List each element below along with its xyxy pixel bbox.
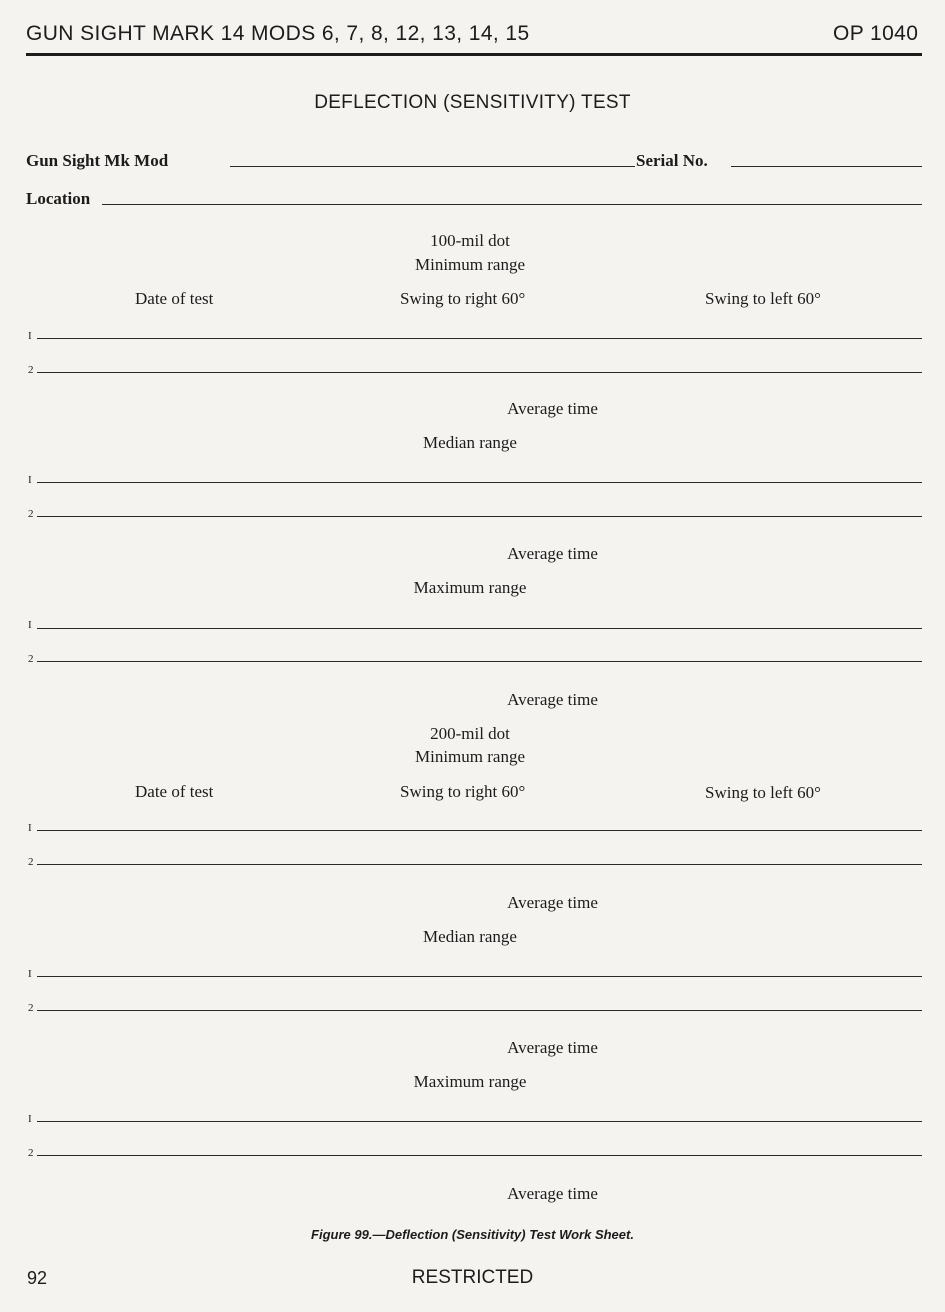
classification-footer: RESTRICTED [411,1267,534,1288]
row-label: 2 [28,1147,34,1159]
entry-line[interactable] [37,516,922,517]
dot-size-heading: 200-mil dot [430,724,510,743]
entry-line[interactable] [37,1155,922,1156]
row-label: I [28,1113,32,1125]
range-heading: Minimum range [414,255,525,274]
gun-sight-input-line[interactable] [230,166,635,167]
row-label: 2 [28,856,34,868]
column-swing-left: Swing to left 60° [705,783,821,802]
dot-size-heading: 100-mil dot [430,231,510,250]
range-heading: Minimum range [414,747,525,766]
entry-line[interactable] [37,1121,922,1122]
column-swing-right: Swing to right 60° [400,782,526,801]
row-label: 2 [28,1002,34,1014]
running-header-title: GUN SIGHT MARK 14 MODS 6, 7, 8, 12, 13, 14, 15 [26,22,530,45]
column-date-of-test: Date of test [135,782,214,801]
average-time-label: Average time [507,1184,598,1203]
entry-line[interactable] [37,338,922,339]
column-date-of-test: Date of test [135,289,214,308]
row-label: 2 [28,653,34,665]
row-label: I [28,619,32,631]
entry-line[interactable] [37,830,922,831]
gun-sight-label: Gun Sight Mk Mod [26,151,169,170]
column-swing-left: Swing to left 60° [705,289,821,308]
row-label: I [28,330,32,342]
row-label: 2 [28,508,34,520]
serial-label: Serial No. [636,151,708,170]
location-label: Location [26,189,91,208]
row-label: 2 [28,364,34,376]
row-label: I [28,968,32,980]
entry-line[interactable] [37,1010,922,1011]
range-heading: Maximum range [413,1072,527,1091]
average-time-label: Average time [507,690,598,709]
entry-line[interactable] [37,661,922,662]
figure-caption: Figure 99.—Deflection (Sensitivity) Test Work Sheet. [311,1227,634,1242]
average-time-label: Average time [507,1038,598,1057]
location-input-line[interactable] [102,204,922,205]
entry-line[interactable] [37,372,922,373]
entry-line[interactable] [37,628,922,629]
serial-input-line[interactable] [731,166,922,167]
entry-line[interactable] [37,864,922,865]
column-swing-right: Swing to right 60° [400,289,526,308]
header-rule [26,53,922,56]
row-label: I [28,822,32,834]
entry-line[interactable] [37,482,922,483]
row-label: I [28,474,32,486]
average-time-label: Average time [507,893,598,912]
range-heading: Median range [423,433,517,452]
average-time-label: Average time [507,544,598,563]
entry-line[interactable] [37,976,922,977]
page-number: 92 [27,1268,48,1288]
range-heading: Maximum range [413,578,527,597]
document-id: OP 1040 [833,22,919,45]
range-heading: Median range [423,927,517,946]
form-title: DEFLECTION (SENSITIVITY) TEST [314,92,631,113]
average-time-label: Average time [507,399,598,418]
